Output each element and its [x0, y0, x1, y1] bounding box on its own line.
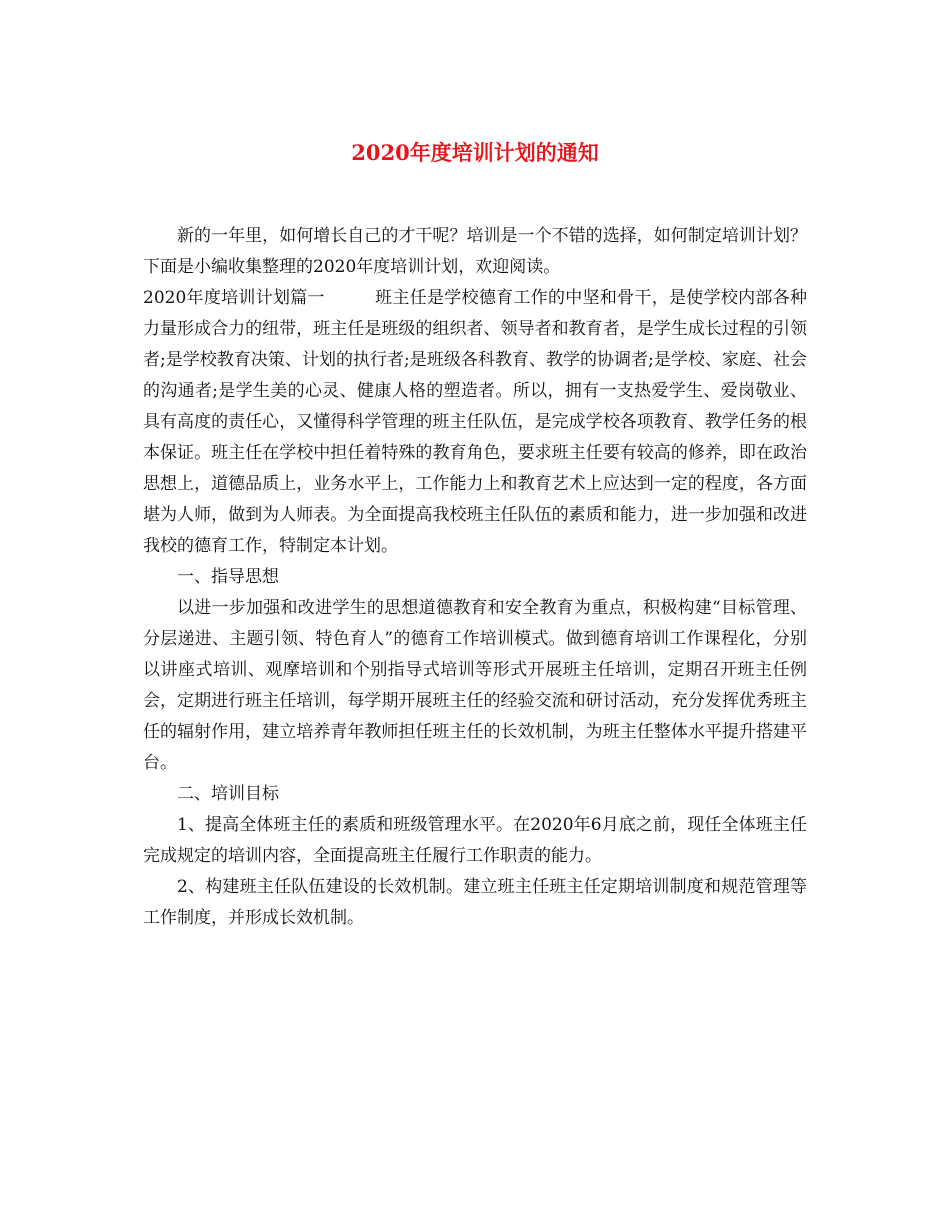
- document-body: [143, 221, 807, 934]
- goal-item-2: 2、构建班主任队伍建设的长效机制。建立班主任班主任定期培训制度和规范管理等工作制度，并形成长效机制。: [143, 877, 807, 928]
- guiding-thought-paragraph: 以进一步加强和改进学生的思想道德教育和安全教育为重点，积极构建“目标管理、分层递进、主题引领、特色育人”的德育工作培训模式。做到德育培训工作课程化，分别以讲座式培训、观摩培训和个别指导式培训等形式开展班主任培训，定期召开班主任例会，定期进行班主任培训，每学期开展班主任的经验交流和研讨活动，充分发挥优秀班主任的辐射作用，建立培养青年教师担任班主任的长效机制，为班主任整体水平提升搭建平台。: [143, 598, 807, 773]
- intro-paragraph: 新的一年里，如何增长自己的才干呢？培训是一个不错的选择，如何制定培训计划？下面是小编收集整理的2020年度培训计划，欢迎阅读。: [143, 226, 807, 277]
- section-heading-guiding-thought: 一、指导思想: [177, 567, 279, 587]
- document-title: 2020年度培训计划的通知: [351, 140, 599, 165]
- section-heading-training-goals: 二、培训目标: [177, 784, 279, 804]
- part-label: 2020年度培训计划篇一: [143, 288, 325, 308]
- part-text: 班主任是学校德育工作的中坚和骨干，是使学校内部各种力量形成合力的纽带，班主任是班级的组织者、领导者和教育者，是学生成长过程的引领者;是学校教育决策、计划的执行者;是班级各科教育、教学的协调者;是学校、家庭、社会的沟通者;是学生美的心灵、健康人格的塑造者。所以，拥有一支热爱学生、爱岗敬业、具有高度的责任心，又懂得科学管理的班主任队伍，是完成学校各项教育、教学任务的根本保证。班主任在学校中担任着特殊的教育角色，要求班主任要有较高的修养，即在政治思想上，道德品质上，业务水平上，工作能力上和教育艺术上应达到一定的程度，各方面堪为人师，做到为人师表。为全面提高我校班主任队伍的素质和能力，进一步加强和改进我校的德育工作，特制定本计划。: [143, 288, 808, 556]
- goal-item-1: 1、提高全体班主任的素质和班级管理水平。在2020年6月底之前，现任全体班主任完成规定的培训内容，全面提高班主任履行工作职责的能力。: [143, 815, 807, 866]
- part-paragraph: [143, 283, 807, 562]
